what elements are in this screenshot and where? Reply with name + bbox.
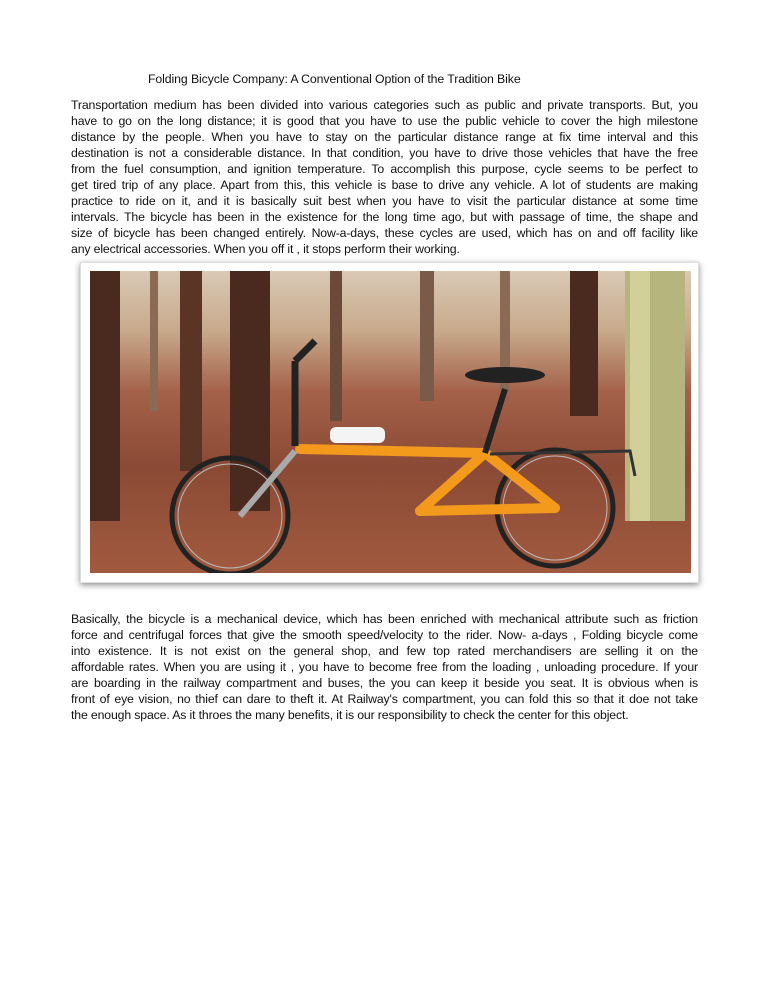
document-title: Folding Bicycle Company: A Conventional Option of the Tradition Bike xyxy=(148,72,521,86)
paragraph-1 xyxy=(71,97,698,257)
bicycle-photo-frame xyxy=(80,262,699,583)
text-line: intervals. The bicycle has been in the existence for the long time ago, but with passage of time, the shape and xyxy=(71,210,698,224)
text-line: get tired trip of any place. Apart from this, this vehicle is base to drive any vehicle. A lot of students are making xyxy=(71,178,698,192)
text-line: Basically, the bicycle is a mechanical device, which has been enriched with mechanical attribute such as friction xyxy=(71,612,698,626)
text-line: from the fuel consumption, and ignition temperature. To accomplish this purpose, cycle seems to be perfect to xyxy=(71,162,698,176)
text-line: have to go on the long distance; it is good that you have to use the public vehicle to cover the high milestone xyxy=(71,114,698,128)
paragraph-2 xyxy=(71,611,698,723)
bicycle-photo xyxy=(90,271,691,573)
text-line: force and centrifugal forces that give the smooth speed/velocity to the rider. Now- a-days , Folding bicycle come xyxy=(71,628,698,642)
text-line: distance by the people. When you have to stay on the particular distance range at fix time interval and this xyxy=(71,130,698,144)
text-line: Transportation medium has been divided into various categories such as public and private transports. But, you xyxy=(71,98,698,112)
text-line: the enough space. As it throes the many benefits, it is our responsibility to check the center for this object. xyxy=(71,708,629,722)
text-line: practice to ride on it, and it is basically suit best when you have to visit the particular distance at some time xyxy=(71,194,698,208)
text-line: destination is not a considerable distance. In that condition, you have to drive those vehicles that have the free xyxy=(71,146,698,160)
text-line: affordable rates. When you are using it , you have to become free from the loading , unloading procedure. If your xyxy=(71,660,698,674)
folding-bicycle-image xyxy=(90,271,691,573)
text-line: any electrical accessories. When you off it , it stops perform their working. xyxy=(71,242,460,256)
text-line: size of bicycle has been changed entirely. Now-a-days, these cycles are used, which has on and off facility like xyxy=(71,226,698,240)
text-line: front of eye vision, no thief can dare to theft it. At Railway's compartment, you can fold this so that it doe not take xyxy=(71,692,698,706)
text-line: into existence. It is not exist on the general shop, and few top rated merchandisers are selling it on the xyxy=(71,644,698,658)
text-line: are boarding in the railway compartment and buses, the you can keep it beside you seat. It is obvious when is xyxy=(71,676,698,690)
